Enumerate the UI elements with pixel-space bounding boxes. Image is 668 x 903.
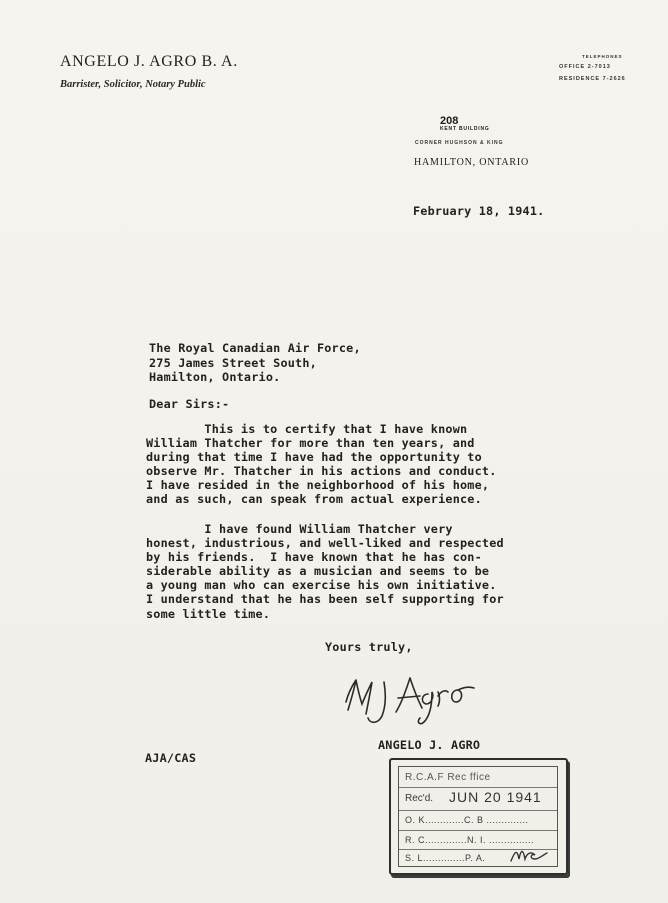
stamp-divider xyxy=(399,787,557,788)
reference-initials: AJA/CAS xyxy=(145,751,197,765)
letter-date: February 18, 1941. xyxy=(413,204,545,218)
salutation: Dear Sirs:- xyxy=(149,397,230,411)
office-phone: OFFICE 2-7013 xyxy=(559,64,611,70)
address-corner: CORNER HUGHSON & KING xyxy=(415,140,504,146)
body-paragraph-1: This is to certify that I have known William Thatcher for more than ten years, and during that time I have had the opportunity to observe Mr. Thatcher in his actions and conduct. I have resided in the neighborhood of his home, and as such, can speak from actual experience. xyxy=(146,422,497,507)
recipient-line: 275 James Street South, xyxy=(149,356,317,370)
stamp-line-sl: S. L..............P. A. xyxy=(405,853,486,863)
address-building: KENT BUILDING xyxy=(440,126,490,132)
recipient-line: Hamilton, Ontario. xyxy=(149,370,281,384)
stamp-line-rc: R. C..............N. I. ............... xyxy=(405,835,535,845)
stamp-line-ok: O. K.............C. B .............. xyxy=(405,815,529,825)
address-number: 208 xyxy=(440,115,459,127)
stamp-handwritten-initials xyxy=(509,845,549,865)
stamp-received-label: Rec'd. xyxy=(405,793,434,804)
residence-phone: RESIDENCE 7-2626 xyxy=(559,76,626,82)
closing: Yours truly, xyxy=(325,640,413,654)
address-city: HAMILTON, ONTARIO xyxy=(414,157,530,168)
letterhead-name: ANGELO J. AGRO B. A. xyxy=(60,53,238,70)
stamp-header: R.C.A.F Rec ffice xyxy=(405,772,491,783)
received-stamp xyxy=(389,758,568,875)
signer-name: ANGELO J. AGRO xyxy=(378,738,481,752)
handwritten-signature xyxy=(336,664,486,728)
telephone-label: TELEPHONES xyxy=(582,54,623,59)
body-paragraph-2: I have found William Thatcher very honest, industrious, and well-liked and respected by his friends. I have known that he has con- siderable ability as a musician and seems to be a young man who can exercise his own initiative. I understand that he has been self supporting for some little time. xyxy=(146,522,504,621)
letterhead-titles: Barrister, Solicitor, Notary Public xyxy=(60,79,206,90)
recipient-line: The Royal Canadian Air Force, xyxy=(149,341,361,355)
stamp-divider xyxy=(399,830,557,831)
stamp-frame xyxy=(398,766,558,867)
stamp-divider xyxy=(399,810,557,811)
stamp-received-date: JUN 20 1941 xyxy=(449,789,542,805)
